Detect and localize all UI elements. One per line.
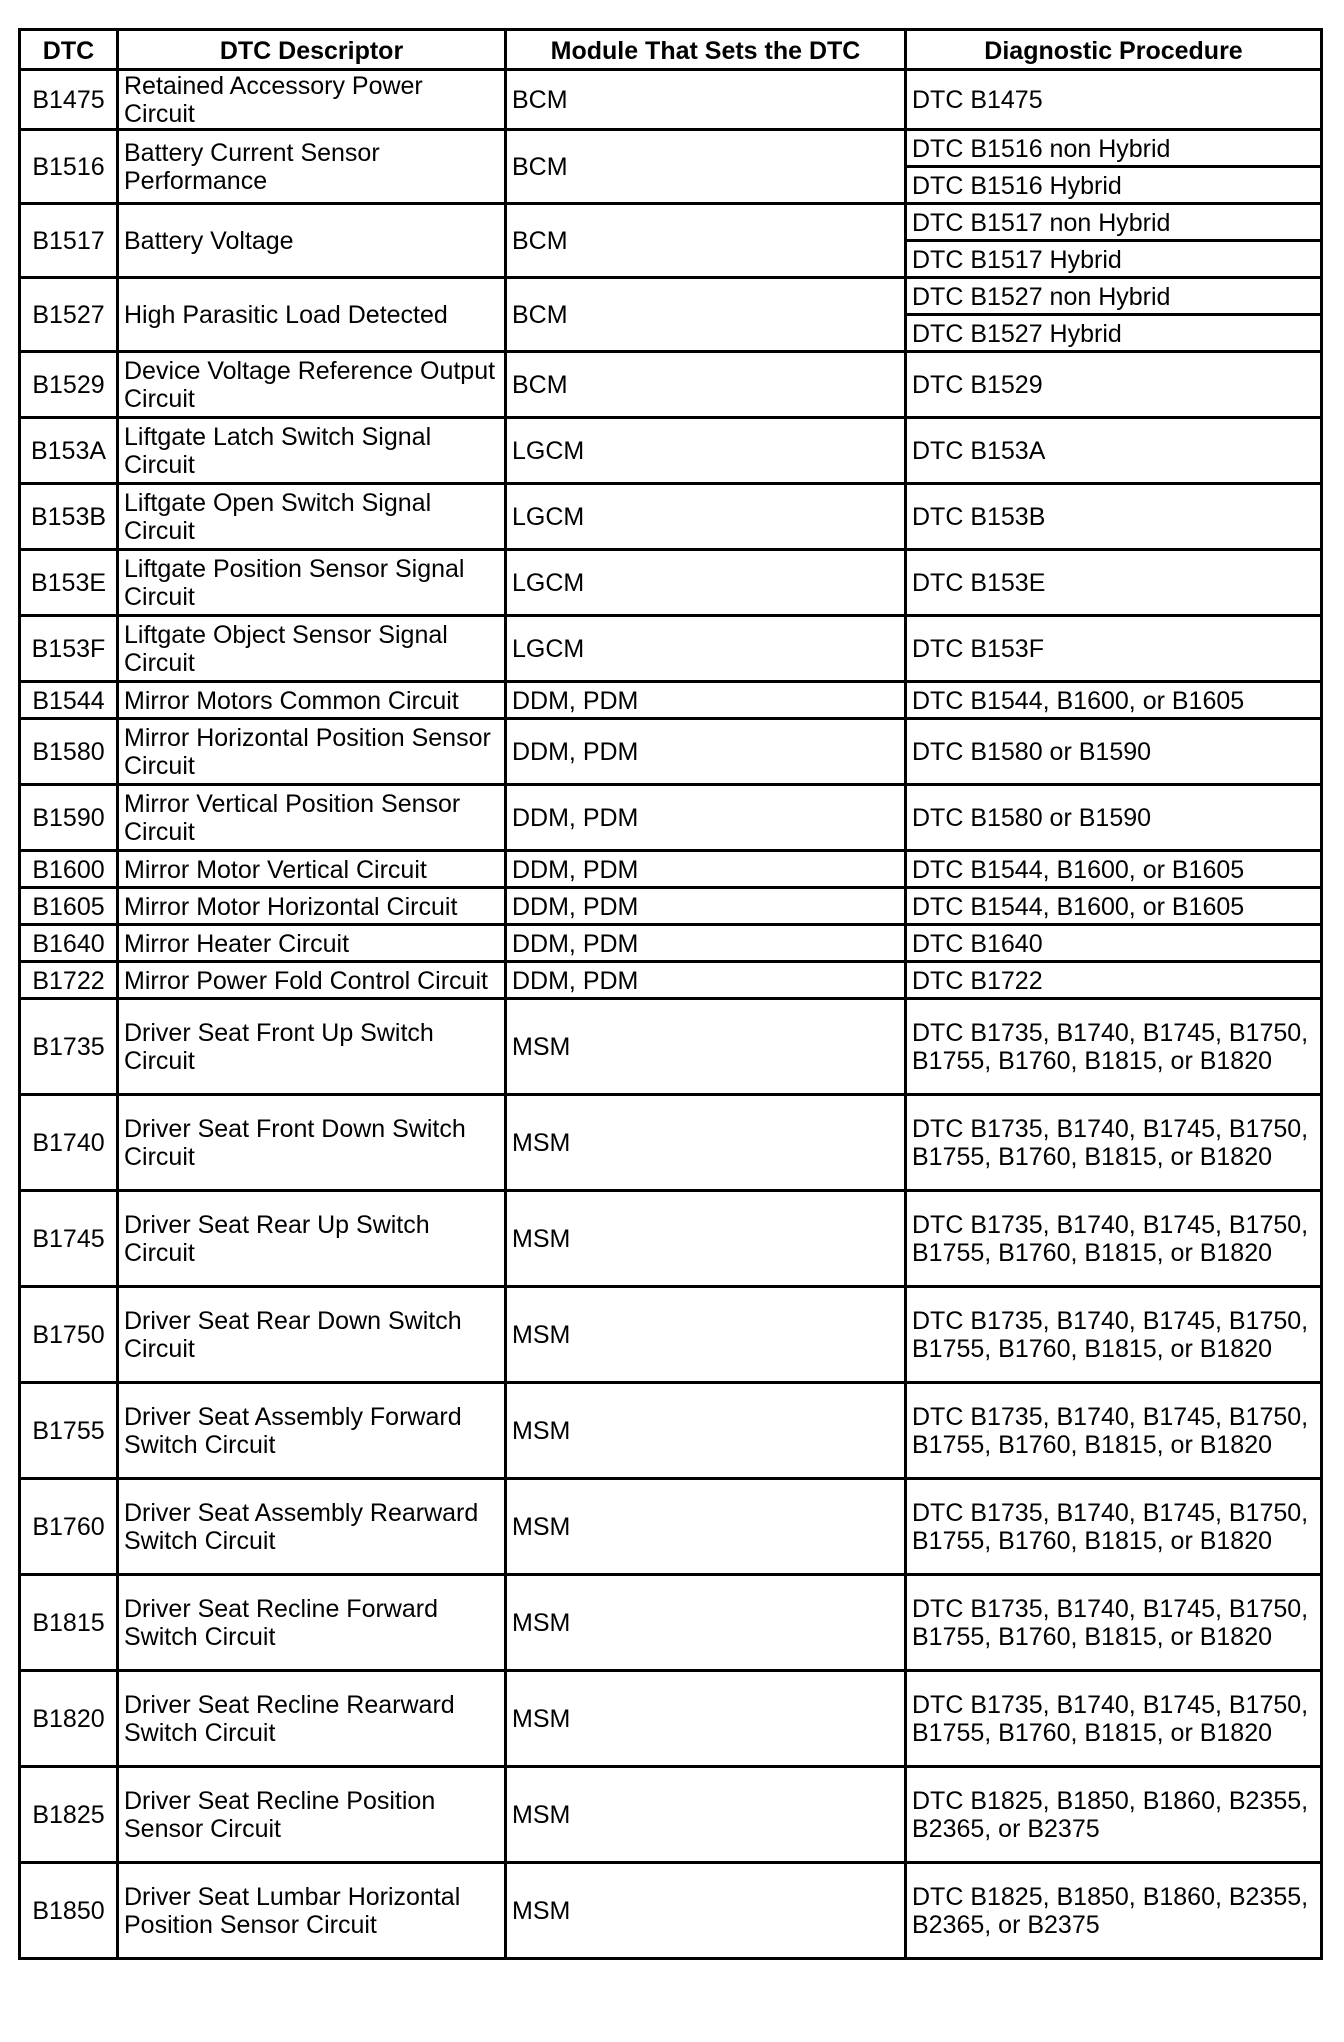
dtc-code: B1735 — [20, 999, 118, 1095]
dtc-code: B1745 — [20, 1191, 118, 1287]
dtc-code: B1516 — [20, 130, 118, 204]
table-row — [20, 925, 1322, 962]
dtc-descriptor: Liftgate Object Sensor Signal Circuit — [118, 616, 506, 682]
module: MSM — [506, 1575, 906, 1671]
module: MSM — [506, 999, 906, 1095]
table-row — [20, 352, 1322, 418]
diagnostic-procedure: DTC B1527 non Hybrid — [906, 278, 1322, 315]
dtc-descriptor: Mirror Motor Horizontal Circuit — [118, 888, 506, 925]
table-row — [20, 719, 1322, 785]
diagnostic-procedure: DTC B1544, B1600, or B1605 — [906, 851, 1322, 888]
dtc-code: B1640 — [20, 925, 118, 962]
module: BCM — [506, 70, 906, 130]
dtc-code: B1605 — [20, 888, 118, 925]
diagnostic-procedure: DTC B153E — [906, 550, 1322, 616]
dtc-code: B1600 — [20, 851, 118, 888]
dtc-code: B153A — [20, 418, 118, 484]
table-row — [20, 999, 1322, 1095]
diagnostic-procedure: DTC B1580 or B1590 — [906, 785, 1322, 851]
module: MSM — [506, 1479, 906, 1575]
table-body — [20, 70, 1322, 1959]
table-row — [20, 1383, 1322, 1479]
table-row — [20, 130, 1322, 167]
table-row — [20, 888, 1322, 925]
dtc-descriptor: Driver Seat Lumbar Horizontal Position Sensor Circuit — [118, 1863, 506, 1959]
diagnostic-procedure: DTC B1735, B1740, B1745, B1750, B1755, B1760, B1815, or B1820 — [906, 1479, 1322, 1575]
dtc-code: B1760 — [20, 1479, 118, 1575]
diagnostic-procedure: DTC B1735, B1740, B1745, B1750, B1755, B1760, B1815, or B1820 — [906, 999, 1322, 1095]
table-row — [20, 962, 1322, 999]
dtc-descriptor: Liftgate Latch Switch Signal Circuit — [118, 418, 506, 484]
module: DDM, PDM — [506, 888, 906, 925]
table-row — [20, 1191, 1322, 1287]
dtc-descriptor: Mirror Motor Vertical Circuit — [118, 851, 506, 888]
dtc-descriptor: Mirror Heater Circuit — [118, 925, 506, 962]
dtc-code: B1722 — [20, 962, 118, 999]
table-row — [20, 278, 1322, 315]
table-row — [20, 682, 1322, 719]
diagnostic-procedure: DTC B1475 — [906, 70, 1322, 130]
diagnostic-procedure: DTC B1640 — [906, 925, 1322, 962]
diagnostic-procedure: DTC B1517 Hybrid — [906, 241, 1322, 278]
diagnostic-procedure: DTC B1516 non Hybrid — [906, 130, 1322, 167]
dtc-descriptor: Mirror Horizontal Position Sensor Circuit — [118, 719, 506, 785]
dtc-code: B1755 — [20, 1383, 118, 1479]
table-row — [20, 204, 1322, 241]
module: BCM — [506, 352, 906, 418]
module: LGCM — [506, 550, 906, 616]
dtc-descriptor: Driver Seat Assembly Rearward Switch Circuit — [118, 1479, 506, 1575]
module: DDM, PDM — [506, 719, 906, 785]
dtc-table — [18, 28, 1323, 1960]
table-row — [20, 616, 1322, 682]
module: MSM — [506, 1095, 906, 1191]
table-row — [20, 418, 1322, 484]
dtc-descriptor: Mirror Vertical Position Sensor Circuit — [118, 785, 506, 851]
table-row — [20, 1767, 1322, 1863]
diagnostic-procedure: DTC B1735, B1740, B1745, B1750, B1755, B1760, B1815, or B1820 — [906, 1575, 1322, 1671]
module: BCM — [506, 278, 906, 352]
table-row — [20, 851, 1322, 888]
diagnostic-procedure: DTC B1825, B1850, B1860, B2355, B2365, or B2375 — [906, 1767, 1322, 1863]
dtc-descriptor: Driver Seat Recline Position Sensor Circuit — [118, 1767, 506, 1863]
table-row — [20, 1095, 1322, 1191]
table-row — [20, 1863, 1322, 1959]
module: DDM, PDM — [506, 925, 906, 962]
module: BCM — [506, 204, 906, 278]
dtc-code: B1590 — [20, 785, 118, 851]
diagnostic-procedure: DTC B153B — [906, 484, 1322, 550]
dtc-code: B1815 — [20, 1575, 118, 1671]
diagnostic-procedure: DTC B1517 non Hybrid — [906, 204, 1322, 241]
table-row — [20, 1287, 1322, 1383]
module: DDM, PDM — [506, 962, 906, 999]
dtc-code: B1825 — [20, 1767, 118, 1863]
dtc-descriptor: Mirror Power Fold Control Circuit — [118, 962, 506, 999]
diagnostic-procedure: DTC B1735, B1740, B1745, B1750, B1755, B1760, B1815, or B1820 — [906, 1671, 1322, 1767]
dtc-descriptor: High Parasitic Load Detected — [118, 278, 506, 352]
module: BCM — [506, 130, 906, 204]
module: DDM, PDM — [506, 682, 906, 719]
table-row — [20, 70, 1322, 130]
diagnostic-procedure: DTC B1544, B1600, or B1605 — [906, 888, 1322, 925]
dtc-code: B1544 — [20, 682, 118, 719]
module: LGCM — [506, 484, 906, 550]
table-row — [20, 1671, 1322, 1767]
module: MSM — [506, 1671, 906, 1767]
diagnostic-procedure: DTC B1722 — [906, 962, 1322, 999]
page — [18, 28, 1320, 1960]
dtc-descriptor: Liftgate Position Sensor Signal Circuit — [118, 550, 506, 616]
dtc-descriptor: Retained Accessory Power Circuit — [118, 70, 506, 130]
header-procedure: Diagnostic Procedure — [906, 30, 1322, 70]
diagnostic-procedure: DTC B1825, B1850, B1860, B2355, B2365, or B2375 — [906, 1863, 1322, 1959]
module: LGCM — [506, 616, 906, 682]
module: MSM — [506, 1191, 906, 1287]
diagnostic-procedure: DTC B1527 Hybrid — [906, 315, 1322, 352]
diagnostic-procedure: DTC B1529 — [906, 352, 1322, 418]
module: MSM — [506, 1767, 906, 1863]
diagnostic-procedure: DTC B1735, B1740, B1745, B1750, B1755, B1760, B1815, or B1820 — [906, 1287, 1322, 1383]
dtc-code: B153E — [20, 550, 118, 616]
header-descriptor: DTC Descriptor — [118, 30, 506, 70]
module: MSM — [506, 1863, 906, 1959]
dtc-code: B1750 — [20, 1287, 118, 1383]
diagnostic-procedure: DTC B1580 or B1590 — [906, 719, 1322, 785]
module: LGCM — [506, 418, 906, 484]
table-row — [20, 484, 1322, 550]
dtc-descriptor: Driver Seat Recline Forward Switch Circuit — [118, 1575, 506, 1671]
diagnostic-procedure: DTC B1735, B1740, B1745, B1750, B1755, B1760, B1815, or B1820 — [906, 1191, 1322, 1287]
table-row — [20, 1575, 1322, 1671]
dtc-code: B1820 — [20, 1671, 118, 1767]
header-row — [20, 30, 1322, 70]
diagnostic-procedure: DTC B1735, B1740, B1745, B1750, B1755, B1760, B1815, or B1820 — [906, 1095, 1322, 1191]
diagnostic-procedure: DTC B1735, B1740, B1745, B1750, B1755, B1760, B1815, or B1820 — [906, 1383, 1322, 1479]
diagnostic-procedure: DTC B153F — [906, 616, 1322, 682]
module: MSM — [506, 1383, 906, 1479]
dtc-descriptor: Driver Seat Front Down Switch Circuit — [118, 1095, 506, 1191]
dtc-code: B1517 — [20, 204, 118, 278]
module: MSM — [506, 1287, 906, 1383]
module: DDM, PDM — [506, 851, 906, 888]
dtc-descriptor: Driver Seat Front Up Switch Circuit — [118, 999, 506, 1095]
diagnostic-procedure: DTC B153A — [906, 418, 1322, 484]
table-row — [20, 1479, 1322, 1575]
dtc-descriptor: Driver Seat Rear Down Switch Circuit — [118, 1287, 506, 1383]
dtc-code: B1740 — [20, 1095, 118, 1191]
dtc-code: B1529 — [20, 352, 118, 418]
dtc-descriptor: Driver Seat Assembly Forward Switch Circuit — [118, 1383, 506, 1479]
header-dtc: DTC — [20, 30, 118, 70]
dtc-descriptor: Battery Voltage — [118, 204, 506, 278]
dtc-code: B1475 — [20, 70, 118, 130]
dtc-descriptor: Device Voltage Reference Output Circuit — [118, 352, 506, 418]
dtc-descriptor: Battery Current Sensor Performance — [118, 130, 506, 204]
dtc-descriptor: Liftgate Open Switch Signal Circuit — [118, 484, 506, 550]
diagnostic-procedure: DTC B1516 Hybrid — [906, 167, 1322, 204]
dtc-descriptor: Mirror Motors Common Circuit — [118, 682, 506, 719]
header-module: Module That Sets the DTC — [506, 30, 906, 70]
dtc-descriptor: Driver Seat Rear Up Switch Circuit — [118, 1191, 506, 1287]
table-row — [20, 550, 1322, 616]
table-row — [20, 785, 1322, 851]
dtc-code: B153B — [20, 484, 118, 550]
dtc-code: B1580 — [20, 719, 118, 785]
dtc-descriptor: Driver Seat Recline Rearward Switch Circuit — [118, 1671, 506, 1767]
module: DDM, PDM — [506, 785, 906, 851]
dtc-code: B153F — [20, 616, 118, 682]
dtc-code: B1527 — [20, 278, 118, 352]
dtc-code: B1850 — [20, 1863, 118, 1959]
diagnostic-procedure: DTC B1544, B1600, or B1605 — [906, 682, 1322, 719]
